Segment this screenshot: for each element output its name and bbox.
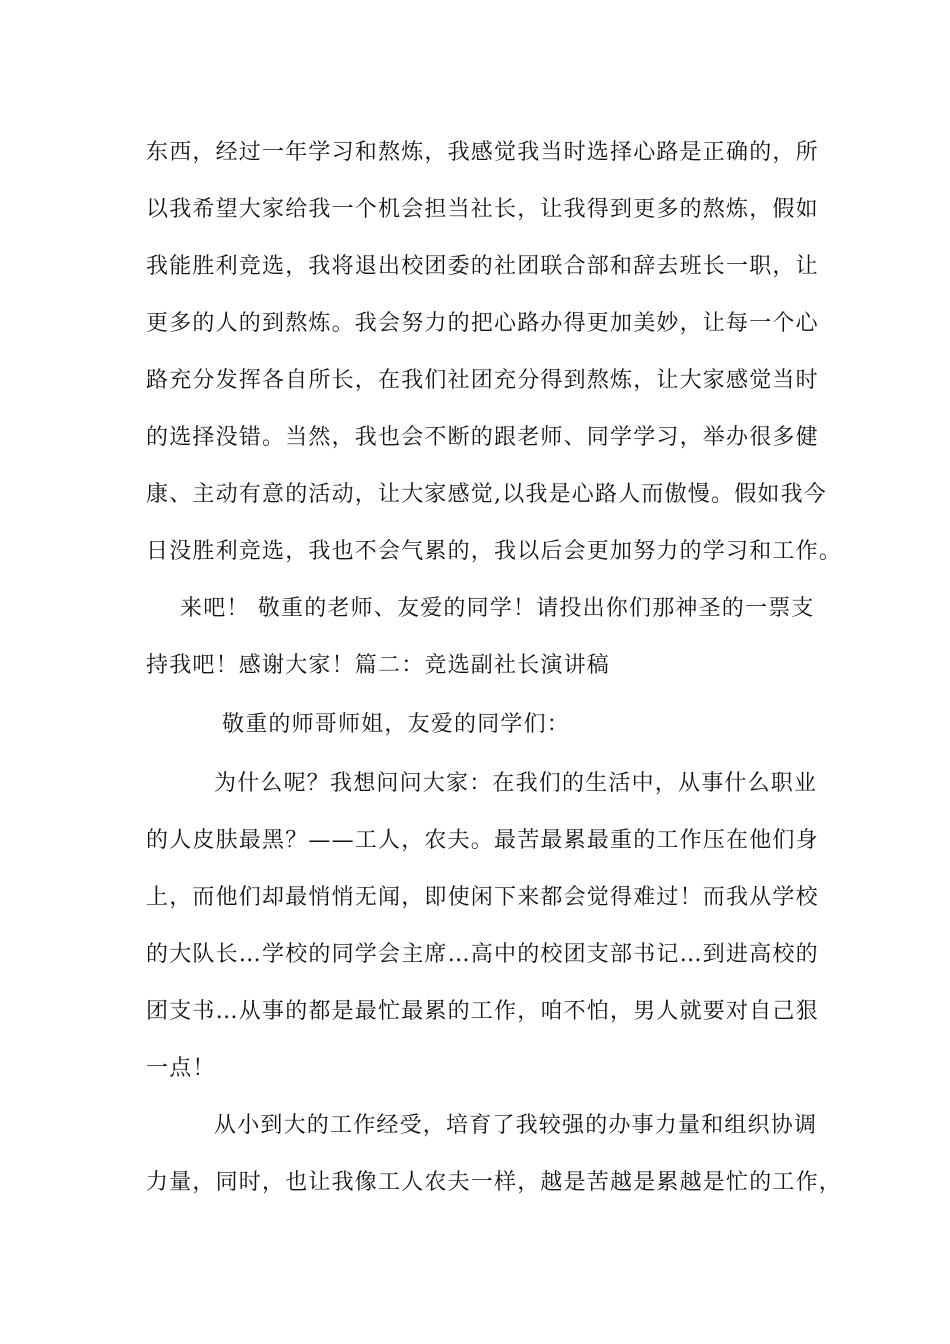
text-line: 东西，经过一年学习和熬炼，我感觉我当时选择心路是正确的，所 xyxy=(146,140,819,165)
text-line: 从小到大的工作经受，培育了我较强的办事力量和组织协调 xyxy=(214,1113,818,1138)
text-line: 来吧！ 敬重的老师、友爱的同学！请投出你们那神圣的一票支 xyxy=(180,596,815,621)
text-line: 以我希望大家给我一个机会担当社长，让我得到更多的熬炼，假如 xyxy=(146,197,819,222)
text-line: 的选择没错。当然，我也会不断的跟老师、同学学习，举办很多健 xyxy=(146,425,819,450)
text-line: 日没胜利竞选，我也不会气累的，我以后会更加努力的学习和工作。 xyxy=(146,539,843,564)
text-line: 的人皮肤最黑？——工人，农夫。最苦最累最重的工作压在他们身 xyxy=(146,828,819,853)
text-line: 康、主动有意的活动，让大家感觉,以我是心路人而傲慢。假如我今 xyxy=(146,482,827,507)
text-line: 持我吧！感谢大家！篇二：竞选副社长演讲稿 xyxy=(146,653,611,678)
text-line: 更多的人的到熬炼。我会努力的把心路办得更加美妙，让每一个心 xyxy=(146,311,819,336)
text-line: 为什么呢？我想问问大家：在我们的生活中，从事什么职业 xyxy=(214,771,818,796)
salutation: 敬重的师哥师姐，友爱的同学们： xyxy=(222,712,571,737)
text-line: 的大队长…学校的同学会主席…高中的校团支部书记…到进高校的 xyxy=(146,942,819,967)
text-line: 路充分发挥各自所长，在我们社团充分得到熬炼，让大家感觉当时 xyxy=(146,368,819,393)
text-line: 上，而他们却最悄悄无闻，即使闲下来都会觉得难过！而我从学校 xyxy=(146,885,819,910)
text-line: 力量，同时，也让我像工人农夫一样，越是苦越是累越是忙的工作， xyxy=(146,1170,843,1195)
text-line: 团支书…从事的都是最忙最累的工作，咱不怕，男人就要对自己狠 xyxy=(146,999,819,1024)
text-line: 一点！ xyxy=(146,1056,216,1081)
text-line: 我能胜利竞选，我将退出校团委的社团联合部和辞去班长一职，让 xyxy=(146,254,819,279)
